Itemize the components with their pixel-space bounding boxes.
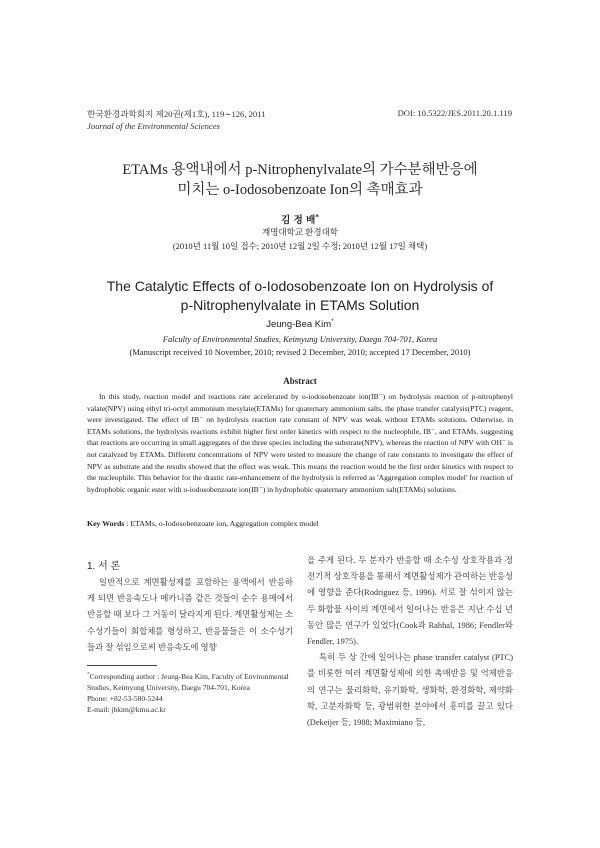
doi: DOI: 10.5322/JES.2011.20.1.119 <box>397 108 512 118</box>
footnote-email: E-mail: jbkim@kmu.ac.kr <box>87 705 166 714</box>
korean-author <box>60 212 540 226</box>
korean-author-name: 김 정 배 <box>281 215 316 226</box>
abstract-heading: Abstract <box>283 376 317 386</box>
english-author-mark: * <box>331 317 334 325</box>
korean-title-line-1: ETAMs 용액내에서 p-Nitrophenylvalate의 가수분해반응에 <box>122 162 478 178</box>
english-affiliation: Falculty of Environmental Studies, Keimyung University, Daegu 704-701, Korea <box>162 334 438 344</box>
english-title-line-2: p-Nitrophenylvalate in ETAMs Solution <box>180 297 420 313</box>
footnote <box>87 671 293 715</box>
left-column <box>87 575 293 656</box>
journal-name-english: Journal of the Environmental Sciences <box>87 121 220 131</box>
footnote-divider <box>87 665 157 666</box>
footnote-phone: Phone: +82-53-580-5244 <box>87 694 163 703</box>
korean-affiliation: 계명대학교 환경대학 <box>261 227 339 237</box>
korean-dates: (2010년 11월 10일 접수; 2010년 12월 2일 수정; 2010년 12월 17일 채택) <box>172 241 428 251</box>
korean-title-line-2: 미치는 o-Iodosobenzoate Ion의 촉매효과 <box>177 182 423 198</box>
english-author <box>60 319 540 330</box>
section-heading-introduction: 1. 서 론 <box>87 561 121 572</box>
journal-header <box>87 108 266 132</box>
intro-paragraph-3: 특히 두 상 간에 일어나는 phase transfer catalyst (PTC)를 비롯한 여러 계면활성제에 의한 촉매반응 및 억제반응의 연구는 물리화학, 유기화학, 생화학, 환경화학, 제약화학, 고분자화학 등, 광범위한 분야에서 흥미를 끌고 있다(Dekeijer 등, 1988; Maximiano 등, <box>307 653 513 728</box>
keywords-text: : ETAMs, o-Iodosobenzoate ion, Aggregation complex model <box>124 519 319 528</box>
footnote-mark: * <box>87 671 90 678</box>
english-title <box>60 277 540 315</box>
journal-citation-korean: 한국환경과학회지 제20권(제1호), 119∼126, 2011 <box>87 109 266 119</box>
abstract-body <box>87 391 513 495</box>
footnote-corresponding-author: *Corresponding author : Jeung-Bea Kim, Faculty of Environmental Studies, Keimyung University, Daegu 704-701, Korea <box>87 671 289 692</box>
english-dates: (Manuscript received 10 November, 2010; revised 2 December, 2010; accepted 17 December, 2010) <box>129 347 471 357</box>
intro-paragraph-1: 일반적으로 계면활성제를 포함하는 용액에서 반응하게 되면 반응속도나 메카니즘 같은 것들이 순수 용매에서 반응할 때 보다 그 거동이 달라지게 된다. 계면활성제는 소수성기들이 회합체를 형성하고, 반응물들은 이 소수성기들과 잘 섞임으로써 반응속도에 영향 <box>87 578 293 652</box>
abstract-text: In this study, reaction model and reactions rate accelerated by o-iodosobenzoate ion(IB⁻) on hydrolysis reaction of p-nitrophenyl valate(NPV) using ethyl tri-octyl ammonium mesylate(ETAMs) for quaternary ammonium salts, the phase transfer catalysis(PTC) reagent, were investigated. The effect of IB⁻ on hydrolysis reaction rate constant of NPV was weak without ETAMs solutions. Otherwise, in ETAMs solutions, the hydrolysis reactions exhibit higher first order kinetics with respect to the nucleophile, IB⁻, and ETAMs, suggesting that reactions are occurring in small aggregates of the three species including the substrate(NPV), whereas the reaction of NPV with OH⁻ is not catalyzed by ETAMs. Different concentrations of NPV were tested to measure the change of rate constants to investigate the effect of NPV as substrate and the results showed that the effect was weak. This means the reaction would be the first order kinetics with respect to the nucleophile. This behavior for the drastic rate-enhancement of the hydrolysis is referred as 'Aggregation complex model' for reaction of hydrophobic organic ester with o-iodosobenzoate ion(IB⁻) in hydrophobic quaternary ammonium salt(ETAMs) solutions. <box>87 392 513 494</box>
english-title-line-1: The Catalytic Effects of o-Iodosobenzoate Ion on Hydrolysis of <box>106 278 494 294</box>
intro-paragraph-2: 을 주게 된다. 두 분자가 반응할 때 소수성 상호작용과 정전기적 상호작용을 통해서 계면활성제가 관여하는 반응성에 영향을 준다(Rodriguez 등, 1996). 서로 잘 섞이지 않는 두 화합물 사이의 계면에서 일어나는 반응은 지난 수십 년 동안 많은 연구가 있었다(Cook과 Rahhal, 1986; Fendler와 Fendler, 1975). <box>307 556 513 647</box>
keywords-label: Key Words <box>87 519 125 528</box>
keywords <box>87 519 319 528</box>
right-column <box>307 553 513 731</box>
korean-title <box>60 160 540 200</box>
korean-author-mark: * <box>315 212 319 221</box>
english-author-name: Jeung-Bea Kim <box>266 319 332 330</box>
